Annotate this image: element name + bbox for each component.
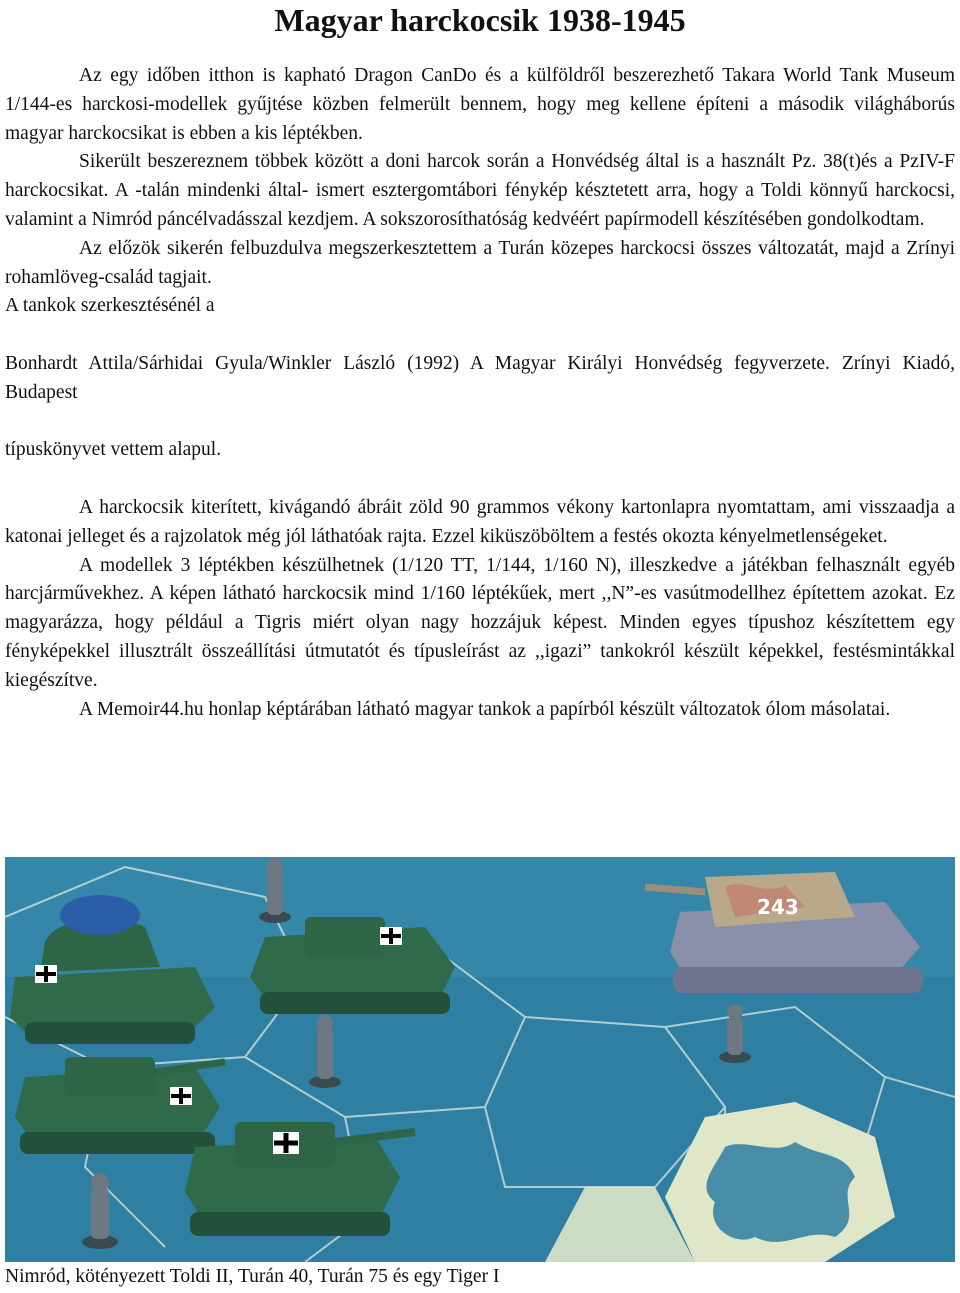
tiger-turret-number: 243 [757, 895, 799, 919]
paragraph-memoir44: A Memoir44.hu honlap képtárában látható magyar tankok a papírból készült változatok ólom másolatai. [79, 698, 891, 720]
paragraph-scales: A modellek 3 léptékben készülhetnek (1/120 TT, 1/144, 1/160 N), illeszkedve a játékban felhasznált egyéb harcjárművekhez. A képen látható harckocsik mind 1/160 léptékűek, mert ,,N”-es vasútmodellhez építettem azokat. Ez magyarázza, hogy például a Tigris miért olyan nagy hozzájuk képest. Minden egyes típushoz készítettem egy fényképekkel illusztrált összeállítási útmutatót és típusleírást az ,,igazi” tankokról készült képekkel, festésmintákkal kiegészítve. [5, 554, 955, 691]
paragraph-reference-outro: típuskönyvet vettem alapul. [5, 439, 222, 461]
article-body [5, 62, 955, 724]
turret-blue [60, 895, 140, 935]
tank-models-illustration [5, 857, 955, 1262]
paragraph-sources: Sikerült beszereznem többek között a doni harcok során a Honvédség által is a használt Pz. 38(t)és a PzIV-F harckocsikat. A -talán mindenki által- ismert esztergomtábori fénykép késztetett arra, hogy a Toldi könnyű harckocsi, valamint a Nimród páncélvadásszal kezdjem. A sokszorosíthatóság kedvéért papírmodell készítésében gondolkodtam. [5, 151, 955, 230]
photo-caption: Nimród, kötényezett Toldi II, Turán 40, Turán 75 és egy Tiger I [5, 1266, 500, 1287]
paragraph-reference: Bonhardt Attila/Sárhidai Gyula/Winkler László (1992) A Magyar Királyi Honvédség fegyverzete. Zrínyi Kiadó, Budapest [5, 352, 955, 403]
tank-models-photo [5, 857, 955, 1262]
paragraph-intro: Az egy időben itthon is kapható Dragon CanDo és a külföldről beszerezhető Takara World Tank Museum 1/144-es harckosi-modellek gyűjtése közben felmerült bennem, hogy meg kellene építeni a második világháborús magyar harckocsikat is ebben a kis léptékben. [5, 65, 955, 144]
paragraph-turan: Az előzök sikerén felbuzdulva megszerkesztettem a Turán közepes harckocsi összes változatát, majd a Zrínyi rohamlöveg-család tagjait. [5, 237, 955, 288]
paragraph-printing: A harckocsik kiterített, kivágandó ábráit zöld 90 grammos vékony kartonlapra nyomtattam, ami visszaadja a katonai jelleget és a rajzolatok még jól láthatóak rajta. Ezzel kiküszöböltem a festés okozta kényelmetlenségeket. [5, 496, 955, 547]
page-title: Magyar harckocsik 1938-1945 [274, 2, 686, 38]
paragraph-reference-intro: A tankok szerkesztésénél a [5, 295, 215, 317]
